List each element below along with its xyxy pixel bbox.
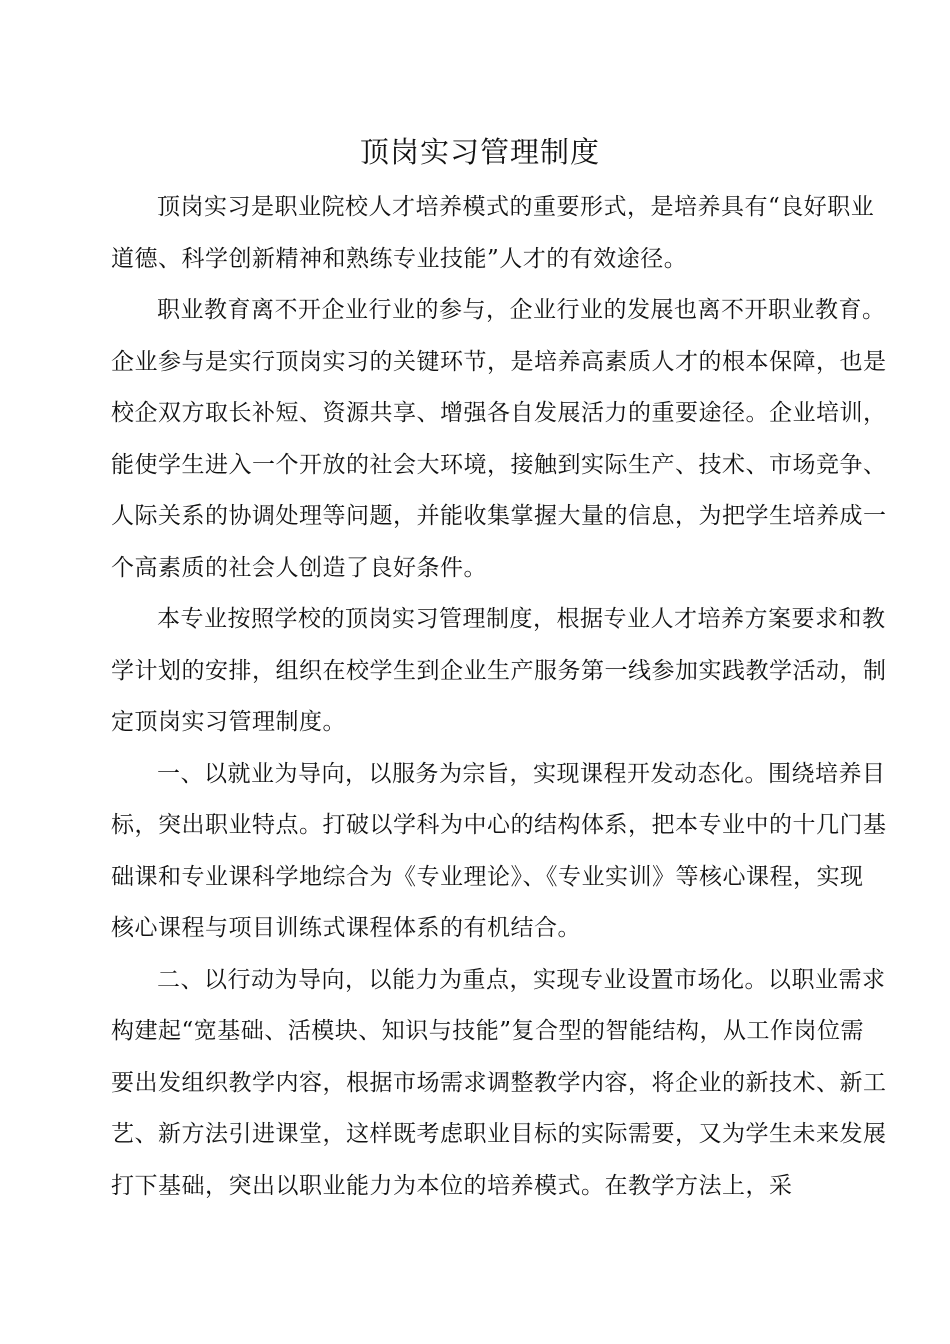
paragraph-line: 打下基础，突出以职业能力为本位的培养模式。在教学方法上，采 <box>111 1172 793 1199</box>
paragraph-line: 标，突出职业特点。打破以学科为中心的结构体系，把本专业中的十几门基 <box>111 812 887 838</box>
paragraph-point-two <box>111 955 887 1213</box>
paragraph-line: 核心课程与项目训练式课程体系的有机结合。 <box>111 915 581 941</box>
paragraph-line: 一、以就业为导向，以服务为宗旨，实现课程开发动态化。围绕培养目 <box>157 760 886 787</box>
paragraph-line: 道德、科学创新精神和熟练专业技能”人才的有效途径。 <box>111 245 688 272</box>
paragraph-line: 础课和专业课科学地综合为《专业理论》、《专业实训》等核心课程，实现 <box>111 863 864 890</box>
document-page <box>111 132 887 1212</box>
document-title: 顶岗实习管理制度 <box>359 135 600 169</box>
paragraph-line: 顶岗实习是职业院校人才培养模式的重要形式，是培养具有“良好职业 <box>157 194 875 220</box>
paragraph-line: 职业教育离不开企业行业的参与，企业行业的发展也离不开职业教育。 <box>157 297 886 323</box>
paragraph-major <box>111 594 887 749</box>
paragraph-line: 能使学生进入一个开放的社会大环境，接触到实际生产、技术、市场竞争、 <box>111 451 887 478</box>
paragraph-line: 二、以行动为导向，以能力为重点，实现专业设置市场化。以职业需求 <box>157 966 886 993</box>
paragraph-line: 校企双方取长补短、资源共享、增强各自发展活力的重要途径。企业培训， <box>111 400 887 426</box>
paragraph-line: 本专业按照学校的顶岗实习管理制度，根据专业人才培养方案要求和教 <box>157 606 886 632</box>
paragraph-line: 企业参与是实行顶岗实习的关键环节，是培养高素质人才的根本保障，也是 <box>111 348 887 375</box>
paragraph-enterprise <box>111 285 887 594</box>
paragraph-point-one <box>111 749 887 955</box>
paragraph-line: 学计划的安排，组织在校学生到企业生产服务第一线参加实践教学活动，制 <box>111 657 887 684</box>
paragraph-line: 艺、新方法引进课堂，这样既考虑职业目标的实际需要，又为学生未来发展 <box>111 1121 887 1147</box>
paragraph-line: 要出发组织教学内容，根据市场需求调整教学内容，将企业的新技术、新工 <box>111 1069 887 1096</box>
paragraph-line: 构建起“宽基础、活模块、知识与技能”复合型的智能结构，从工作岗位需 <box>111 1018 865 1044</box>
paragraph-intro <box>111 182 875 285</box>
paragraph-line: 个高素质的社会人创造了良好条件。 <box>111 554 487 581</box>
paragraph-line: 定顶岗实习管理制度。 <box>111 709 346 735</box>
paragraph-line: 人际关系的协调处理等问题，并能收集掌握大量的信息，为把学生培养成一 <box>111 503 887 529</box>
